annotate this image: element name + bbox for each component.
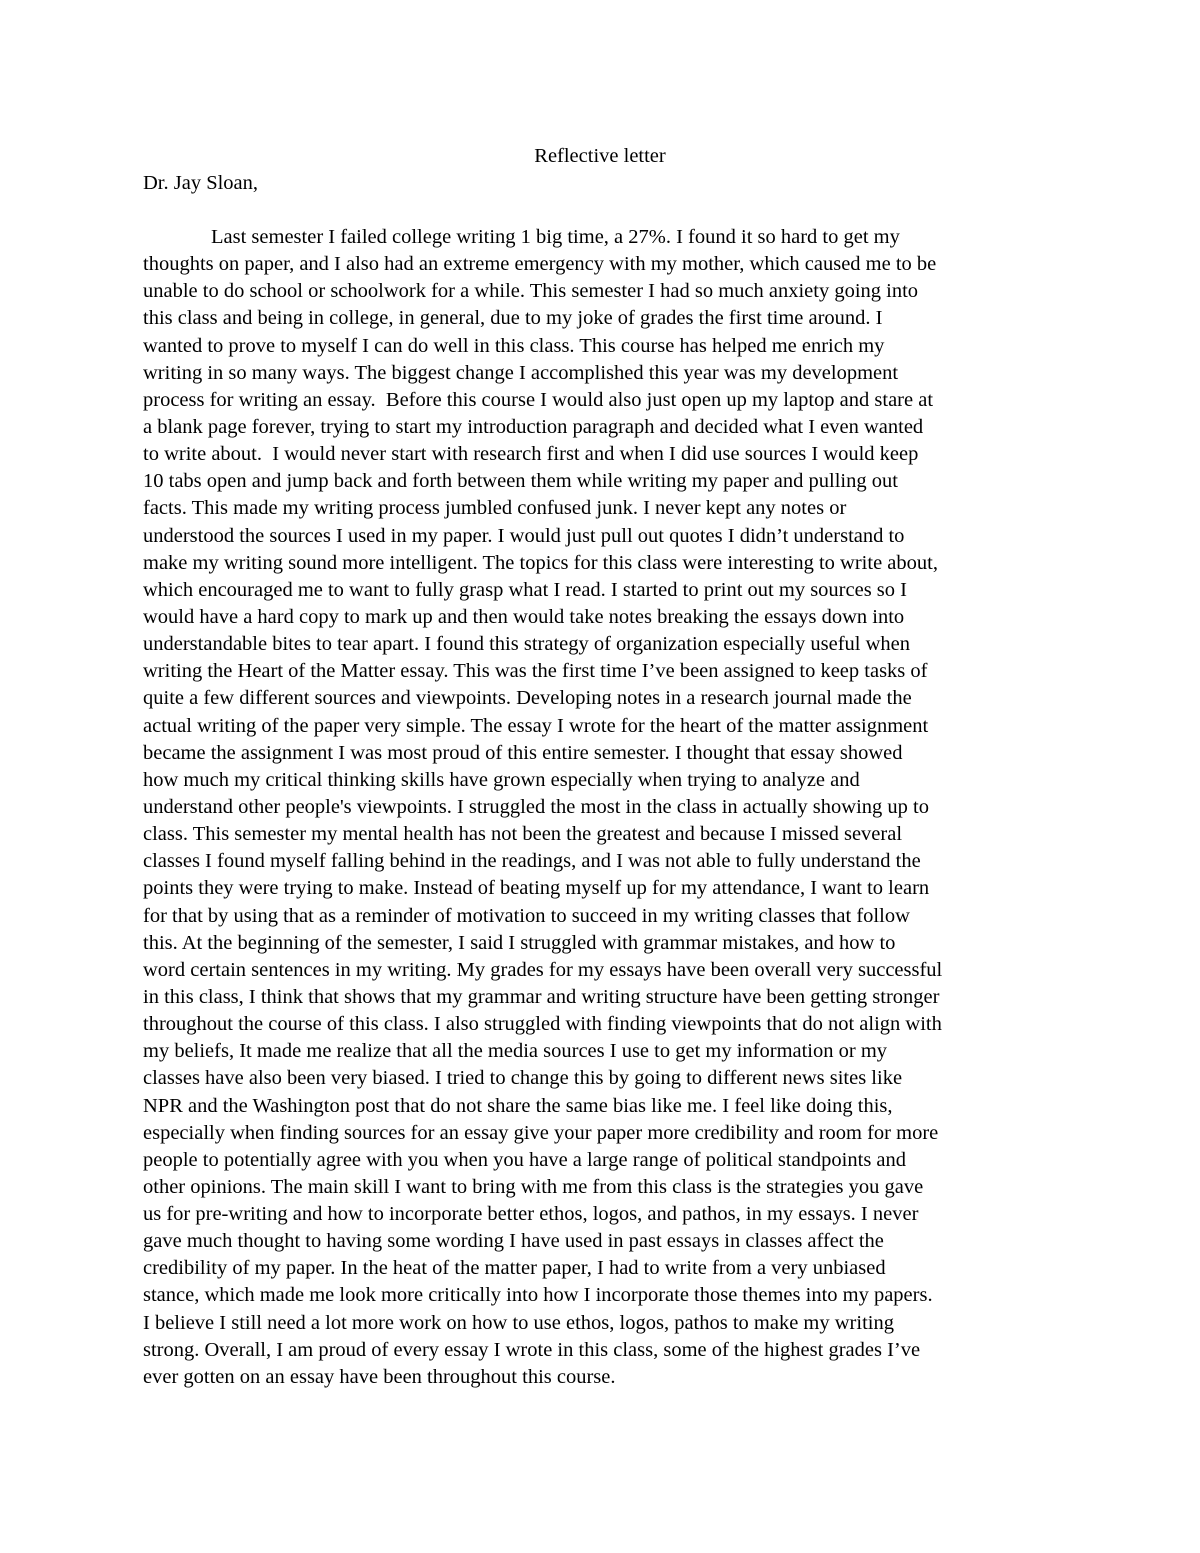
- body-line: actual writing of the paper very simple. The essay I wrote for the heart of the matter assignment: [143, 714, 929, 737]
- body-line: understood the sources I used in my paper. I would just pull out quotes I didn’t understand to: [143, 524, 905, 547]
- body-line: us for pre-writing and how to incorporate better ethos, logos, and pathos, in my essays. I never: [143, 1203, 919, 1226]
- body-line: became the assignment I was most proud of this entire semester. I thought that essay showed: [143, 741, 903, 764]
- body-line: facts. This made my writing process jumbled confused junk. I never kept any notes or: [143, 497, 847, 520]
- body-line: points they were trying to make. Instead of beating myself up for my attendance, I want to learn: [143, 877, 930, 900]
- body-line: this. At the beginning of the semester, I said I struggled with grammar mistakes, and how to: [143, 931, 896, 954]
- body-line: quite a few different sources and viewpoints. Developing notes in a research journal made the: [143, 687, 912, 710]
- body-line: strong. Overall, I am proud of every essay I wrote in this class, some of the highest grades I’ve: [143, 1338, 921, 1361]
- body-line: in this class, I think that shows that my grammar and writing structure have been getting stronger: [143, 985, 940, 1008]
- body-line: throughout the course of this class. I also struggled with finding viewpoints that do not align with: [143, 1013, 942, 1036]
- body-line: writing in so many ways. The biggest change I accomplished this year was my development: [143, 361, 899, 384]
- body-line: understandable bites to tear apart. I found this strategy of organization especially useful when: [143, 633, 910, 656]
- body-line: unable to do school or schoolwork for a while. This semester I had so much anxiety going into: [143, 280, 919, 303]
- letter-body: [143, 224, 1068, 1391]
- body-line: how much my critical thinking skills have grown especially when trying to analyze and: [143, 768, 860, 791]
- body-line: people to potentially agree with you when you have a large range of political standpoints and: [143, 1148, 907, 1171]
- body-line: ever gotten on an essay have been throughout this course.: [143, 1365, 616, 1388]
- body-line: classes have also been very biased. I tried to change this by going to different news sites like: [143, 1067, 903, 1090]
- body-line: class. This semester my mental health has not been the greatest and because I missed several: [143, 823, 903, 846]
- body-line: a blank page forever, trying to start my introduction paragraph and decided what I even wanted: [143, 415, 924, 438]
- salutation: Dr. Jay Sloan,: [143, 172, 259, 194]
- body-line: process for writing an essay. Before this course I would also just open up my laptop and stare at: [143, 388, 934, 411]
- body-line: especially when finding sources for an essay give your paper more credibility and room for more: [143, 1121, 939, 1144]
- body-line: NPR and the Washington post that do not share the same bias like me. I feel like doing this,: [143, 1094, 893, 1117]
- body-line: credibility of my paper. In the heat of the matter paper, I had to write from a very unbiased: [143, 1257, 886, 1280]
- body-line: word certain sentences in my writing. My grades for my essays have been overall very successful: [143, 958, 943, 981]
- body-line: to write about. I would never start with research first and when I did use sources I would keep: [143, 443, 919, 466]
- body-line: would have a hard copy to mark up and then would take notes breaking the essays down into: [143, 605, 905, 628]
- body-line: wanted to prove to myself I can do well in this class. This course has helped me enrich my: [143, 334, 885, 357]
- body-line: other opinions. The main skill I want to bring with me from this class is the strategies you gave: [143, 1175, 924, 1198]
- body-line: stance, which made me look more critically into how I incorporate those themes into my papers.: [143, 1284, 933, 1307]
- body-line: make my writing sound more intelligent. The topics for this class were interesting to write about,: [143, 551, 938, 574]
- body-line: this class and being in college, in general, due to my joke of grades the first time around. I: [143, 307, 883, 330]
- body-line: for that by using that as a reminder of motivation to succeed in my writing classes that follow: [143, 904, 910, 927]
- body-line: gave much thought to having some wording I have used in past essays in classes affect the: [143, 1230, 884, 1253]
- body-line: 10 tabs open and jump back and forth between them while writing my paper and pulling out: [143, 470, 898, 493]
- body-line: I believe I still need a lot more work on how to use ethos, logos, pathos to make my writing: [143, 1311, 894, 1334]
- body-line: understand other people's viewpoints. I struggled the most in the class in actually showing up to: [143, 795, 929, 818]
- document-title: Reflective letter: [534, 145, 666, 167]
- body-line: writing the Heart of the Matter essay. This was the first time I’ve been assigned to keep tasks of: [143, 660, 928, 683]
- body-line: Last semester I failed college writing 1 big time, a 27%. I found it so hard to get my: [211, 226, 900, 248]
- body-line: thoughts on paper, and I also had an extreme emergency with my mother, which caused me to be: [143, 253, 937, 276]
- body-line: classes I found myself falling behind in the readings, and I was not able to fully understand the: [143, 850, 921, 873]
- body-line: which encouraged me to want to fully grasp what I read. I started to print out my sources so I: [143, 578, 907, 601]
- body-line: my beliefs, It made me realize that all the media sources I use to get my information or my: [143, 1040, 888, 1063]
